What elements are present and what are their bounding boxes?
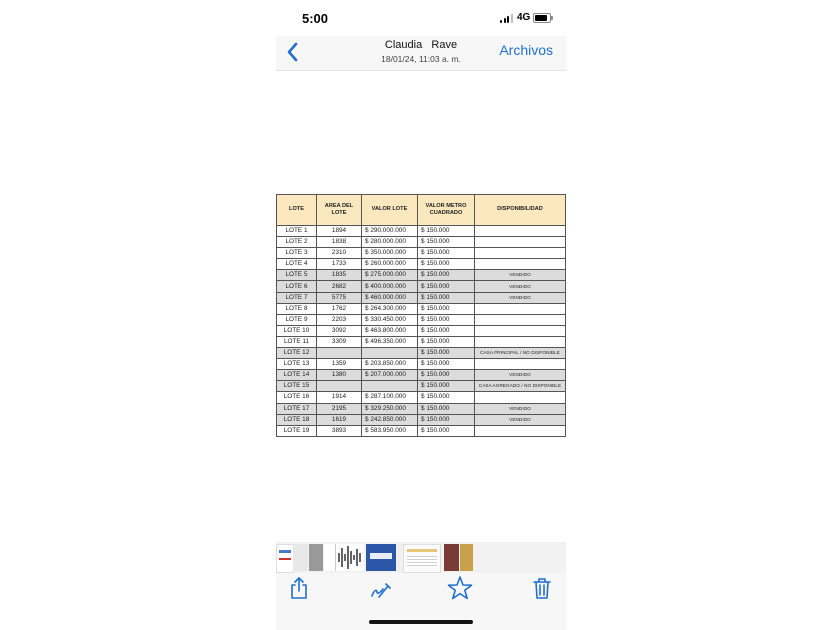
cell-valor: $ 275.000.000 bbox=[362, 270, 418, 281]
table-row bbox=[277, 270, 566, 281]
cell-metro: $ 150.000 bbox=[418, 392, 475, 403]
cell-metro: $ 150.000 bbox=[418, 425, 475, 436]
trash-icon[interactable] bbox=[527, 575, 557, 601]
cell-area: 1733 bbox=[317, 259, 362, 270]
cell-disponibilidad bbox=[475, 303, 566, 314]
cell-lote: LOTE 10 bbox=[277, 325, 317, 336]
cell-disponibilidad: VENDIDO bbox=[475, 281, 566, 292]
navigation-bar bbox=[276, 36, 566, 71]
cell-disponibilidad: CASA PRINCIPAL / NO DISPONIBLE bbox=[475, 348, 566, 359]
thumbnail-strip bbox=[276, 542, 566, 573]
cell-metro: $ 150.000 bbox=[418, 248, 475, 259]
cell-valor: $ 203.850.000 bbox=[362, 359, 418, 370]
cell-valor: $ 350.000.000 bbox=[362, 248, 418, 259]
cell-metro: $ 150.000 bbox=[418, 403, 475, 414]
cell-lote: LOTE 6 bbox=[277, 281, 317, 292]
thumbnail[interactable] bbox=[324, 544, 336, 571]
cell-disponibilidad bbox=[475, 314, 566, 325]
table-row bbox=[277, 348, 566, 359]
column-header-lote: LOTE bbox=[277, 195, 317, 226]
cell-valor: $ 400.000.000 bbox=[362, 281, 418, 292]
cell-disponibilidad bbox=[475, 359, 566, 370]
lots-table bbox=[276, 194, 566, 437]
cell-disponibilidad bbox=[475, 237, 566, 248]
cell-metro: $ 150.000 bbox=[418, 381, 475, 392]
share-icon[interactable] bbox=[284, 575, 314, 601]
cell-metro: $ 150.000 bbox=[418, 325, 475, 336]
table-header-row bbox=[277, 195, 566, 226]
cell-area: 2310 bbox=[317, 248, 362, 259]
cell-valor: $ 264.300.000 bbox=[362, 303, 418, 314]
cell-valor: $ 207.000.000 bbox=[362, 370, 418, 381]
table-row bbox=[277, 325, 566, 336]
cell-metro: $ 150.000 bbox=[418, 226, 475, 237]
status-bar bbox=[276, 0, 566, 36]
table-row bbox=[277, 314, 566, 325]
cell-disponibilidad: CASA AGREGADO / NO DISPONIBLE bbox=[475, 381, 566, 392]
status-time: 5:00 bbox=[302, 11, 329, 26]
cell-metro: $ 150.000 bbox=[418, 370, 475, 381]
cell-valor: $ 496.350.000 bbox=[362, 336, 418, 347]
cell-valor bbox=[362, 381, 418, 392]
thumbnail[interactable] bbox=[276, 544, 294, 573]
home-indicator bbox=[369, 620, 473, 624]
audio-waveform-thumbnail[interactable] bbox=[336, 544, 364, 571]
table-row bbox=[277, 425, 566, 436]
cell-area: 1894 bbox=[317, 226, 362, 237]
network-label: 4G bbox=[517, 12, 531, 23]
cell-area: 5775 bbox=[317, 292, 362, 303]
cell-area: 3309 bbox=[317, 336, 362, 347]
star-icon[interactable] bbox=[445, 575, 475, 601]
thumbnail[interactable] bbox=[397, 544, 402, 571]
column-header-disponibilidad: DISPONIBILIDAD bbox=[475, 195, 566, 226]
message-timestamp: 18/01/24, 11:03 a. m. bbox=[381, 54, 461, 64]
cell-valor: $ 460.000.000 bbox=[362, 292, 418, 303]
cell-area bbox=[317, 348, 362, 359]
signal-icon bbox=[500, 14, 513, 23]
table-row bbox=[277, 381, 566, 392]
cell-valor: $ 583.950.000 bbox=[362, 425, 418, 436]
cell-metro: $ 150.000 bbox=[418, 270, 475, 281]
cell-lote: LOTE 9 bbox=[277, 314, 317, 325]
cell-lote: LOTE 3 bbox=[277, 248, 317, 259]
cell-area: 1835 bbox=[317, 270, 362, 281]
column-header-metro: VALOR METRO CUADRADO bbox=[418, 195, 475, 226]
cell-disponibilidad bbox=[475, 336, 566, 347]
cell-area: 1380 bbox=[317, 370, 362, 381]
thumbnail[interactable] bbox=[366, 544, 396, 571]
table-row bbox=[277, 292, 566, 303]
image-viewer[interactable] bbox=[276, 71, 566, 541]
cell-metro: $ 150.000 bbox=[418, 348, 475, 359]
cell-area: 1762 bbox=[317, 303, 362, 314]
cell-disponibilidad bbox=[475, 392, 566, 403]
cell-metro: $ 150.000 bbox=[418, 292, 475, 303]
cell-area: 3893 bbox=[317, 425, 362, 436]
cell-lote: LOTE 5 bbox=[277, 270, 317, 281]
cell-metro: $ 150.000 bbox=[418, 303, 475, 314]
table-row bbox=[277, 226, 566, 237]
cell-valor: $ 242.850.000 bbox=[362, 414, 418, 425]
cell-lote: LOTE 11 bbox=[277, 336, 317, 347]
column-header-area: AREA DEL LOTE bbox=[317, 195, 362, 226]
cell-valor: $ 287.100.000 bbox=[362, 392, 418, 403]
cell-lote: LOTE 16 bbox=[277, 392, 317, 403]
cell-lote: LOTE 1 bbox=[277, 226, 317, 237]
cell-lote: LOTE 19 bbox=[277, 425, 317, 436]
cell-metro: $ 150.000 bbox=[418, 259, 475, 270]
cell-valor: $ 329.250.000 bbox=[362, 403, 418, 414]
thumbnail[interactable] bbox=[309, 544, 323, 571]
cell-area: 1359 bbox=[317, 359, 362, 370]
cell-valor: $ 463.800.000 bbox=[362, 325, 418, 336]
cell-area: 2203 bbox=[317, 314, 362, 325]
cell-valor: $ 260.000.000 bbox=[362, 259, 418, 270]
thumbnail[interactable] bbox=[293, 544, 308, 571]
cell-valor: $ 330.450.000 bbox=[362, 314, 418, 325]
cell-metro: $ 150.000 bbox=[418, 359, 475, 370]
table-row bbox=[277, 248, 566, 259]
cell-lote: LOTE 14 bbox=[277, 370, 317, 381]
cell-disponibilidad: VENDIDO bbox=[475, 270, 566, 281]
table-row bbox=[277, 370, 566, 381]
battery-icon bbox=[533, 13, 551, 23]
cell-disponibilidad: VENDIDO bbox=[475, 292, 566, 303]
cell-valor bbox=[362, 348, 418, 359]
conversation-title: Claudia Rave bbox=[384, 39, 458, 51]
cell-area: 2682 bbox=[317, 281, 362, 292]
cell-area: 3092 bbox=[317, 325, 362, 336]
cell-metro: $ 150.000 bbox=[418, 414, 475, 425]
table-row bbox=[277, 403, 566, 414]
cell-disponibilidad bbox=[475, 248, 566, 259]
cell-area: 1838 bbox=[317, 237, 362, 248]
cell-disponibilidad: VENDIDO bbox=[475, 403, 566, 414]
cell-lote: LOTE 12 bbox=[277, 348, 317, 359]
table-row bbox=[277, 281, 566, 292]
cell-disponibilidad bbox=[475, 259, 566, 270]
cell-disponibilidad: VENDIDO bbox=[475, 414, 566, 425]
table-row bbox=[277, 359, 566, 370]
cell-metro: $ 150.000 bbox=[418, 314, 475, 325]
markup-pen-icon[interactable] bbox=[365, 575, 395, 601]
table-row bbox=[277, 392, 566, 403]
thumbnail[interactable] bbox=[403, 544, 441, 573]
cell-area: 1914 bbox=[317, 392, 362, 403]
table-row bbox=[277, 259, 566, 270]
thumbnail[interactable] bbox=[444, 544, 459, 571]
archive-button[interactable]: Archivos bbox=[499, 42, 553, 58]
cell-lote: LOTE 13 bbox=[277, 359, 317, 370]
cell-lote: LOTE 18 bbox=[277, 414, 317, 425]
cell-lote: LOTE 8 bbox=[277, 303, 317, 314]
cell-metro: $ 150.000 bbox=[418, 336, 475, 347]
table-row bbox=[277, 237, 566, 248]
table-body bbox=[277, 226, 566, 437]
cell-valor: $ 290.000.000 bbox=[362, 226, 418, 237]
bottom-toolbar bbox=[276, 573, 566, 630]
cell-lote: LOTE 17 bbox=[277, 403, 317, 414]
phone-screen bbox=[276, 0, 566, 630]
cell-disponibilidad bbox=[475, 226, 566, 237]
cell-area bbox=[317, 381, 362, 392]
column-header-valor: VALOR LOTE bbox=[362, 195, 418, 226]
cell-area: 1619 bbox=[317, 414, 362, 425]
cell-disponibilidad bbox=[475, 325, 566, 336]
cell-valor: $ 280.000.000 bbox=[362, 237, 418, 248]
table-row bbox=[277, 303, 566, 314]
cell-lote: LOTE 7 bbox=[277, 292, 317, 303]
cell-lote: LOTE 2 bbox=[277, 237, 317, 248]
cell-disponibilidad bbox=[475, 425, 566, 436]
cell-metro: $ 150.000 bbox=[418, 237, 475, 248]
thumbnail[interactable] bbox=[460, 544, 473, 571]
cell-metro: $ 150.000 bbox=[418, 281, 475, 292]
cell-area: 2195 bbox=[317, 403, 362, 414]
cell-lote: LOTE 15 bbox=[277, 381, 317, 392]
cell-disponibilidad: VENDIDO bbox=[475, 370, 566, 381]
cell-lote: LOTE 4 bbox=[277, 259, 317, 270]
table-row bbox=[277, 414, 566, 425]
table-row bbox=[277, 336, 566, 347]
